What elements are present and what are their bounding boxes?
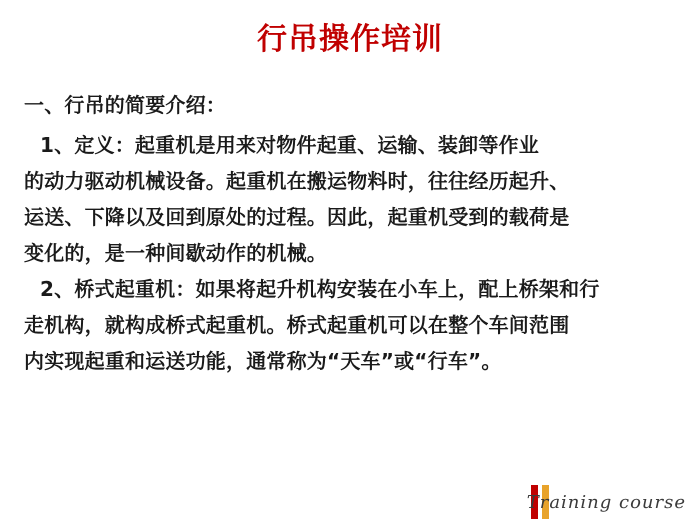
body-paragraph: 走机构，就构成桥式起重机。桥式起重机可以在整个车间范围 — [24, 313, 570, 337]
body-paragraph: 1、定义：起重机是用来对物件起重、运输、装卸等作业 — [40, 133, 539, 157]
slide-body — [24, 88, 678, 380]
footer-label: Training course — [526, 492, 686, 513]
body-paragraph: 的动力驱动机械设备。起重机在搬运物料时，往往经历起升、 — [24, 169, 570, 193]
body-paragraph: 一、行吊的简要介绍： — [24, 93, 226, 117]
page-title: 行吊操作培训 — [257, 22, 443, 57]
body-paragraph: 2、桥式起重机：如果将起升机构安装在小车上，配上桥架和行 — [40, 277, 600, 301]
body-paragraph: 运送、下降以及回到原处的过程。因此，起重机受到的载荷是 — [24, 205, 570, 229]
body-paragraph: 变化的，是一种间歇动作的机械。 — [24, 241, 327, 265]
slide-footer — [0, 481, 700, 525]
body-paragraph: 内实现起重和运送功能，通常称为“天车”或“行车”。 — [24, 349, 502, 373]
